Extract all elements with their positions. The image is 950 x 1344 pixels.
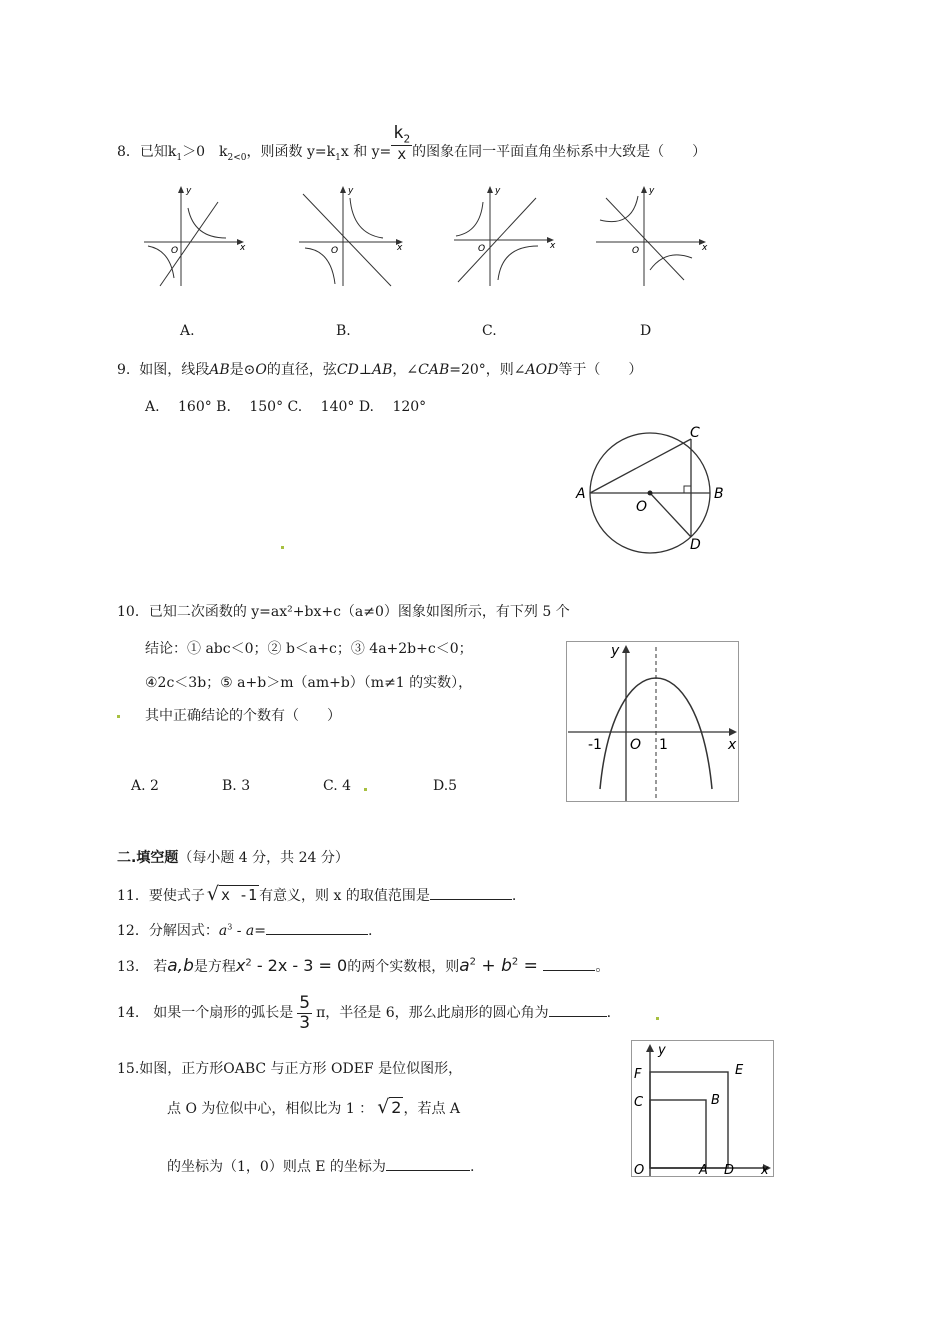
svg-text:y: y: [186, 186, 192, 196]
radical-sign: √: [206, 883, 219, 905]
q8-graph-a: [140, 180, 250, 290]
svg-text:y: y: [649, 186, 655, 196]
q15-line3: 的坐标为（1，0）则点 E 的坐标为 .: [167, 1156, 474, 1176]
q11-stem: 11．要使式子 √ x -1 有意义，则 x 的取值范围是 .: [117, 883, 517, 905]
q14-stem: 14. 如果一个扇形的弧长是 $\frac{5}{3}$ π，半径是 6，那么此扇形的圆心角为 .: [117, 993, 612, 1033]
svg-text:x: x: [728, 737, 737, 753]
q8-graph-d: [592, 180, 712, 290]
q10-option-b[interactable]: B. 3: [222, 778, 251, 794]
svg-text:D: D: [724, 1163, 735, 1178]
q8-option-d[interactable]: D: [640, 323, 652, 339]
radical-sign: √: [377, 1096, 390, 1118]
q10-parabola-figure: [566, 641, 739, 802]
svg-text:x: x: [397, 243, 403, 253]
q10-line1: 10．已知二次函数的 y=ax²+bx+c（a≠0）图象如图所示，有下列 5 个: [117, 604, 570, 620]
svg-text:O: O: [632, 246, 640, 256]
q10-line2: 结论：① abc＜0；② b＜a+c；③ 4a+2b+c＜0；: [145, 641, 473, 657]
svg-text:A: A: [576, 486, 586, 502]
q10-option-d[interactable]: D.5: [433, 778, 458, 794]
svg-text:C: C: [634, 1095, 644, 1110]
svg-text:B: B: [711, 1093, 720, 1108]
svg-text:y: y: [611, 643, 620, 659]
q15-line1: 15.如图，正方形OABC 与正方形 ODEF 是位似图形，: [117, 1061, 463, 1077]
svg-text:O: O: [634, 1163, 645, 1178]
svg-text:B: B: [714, 486, 724, 502]
svg-text:x: x: [240, 243, 246, 253]
q15-answer-blank[interactable]: [386, 1156, 470, 1171]
q10-line4: 其中正确结论的个数有（ ）: [145, 708, 341, 724]
q8-option-c[interactable]: C.: [482, 323, 497, 339]
q12-stem: 12．分解因式：$a^3 - a=$ .: [117, 920, 372, 940]
svg-text:O: O: [478, 244, 486, 254]
q8-stem: 8．已知$k_1>0$ $k_{2<0}$，则函数 $y=k_1x$ 和 y= $\frac{k_2}{x}$ 的图象在同一平面直角坐标系中大致是（ ）: [117, 122, 707, 163]
q8-graph-b: [295, 180, 410, 290]
svg-text:y: y: [348, 186, 354, 196]
q13-answer-blank[interactable]: [543, 956, 595, 971]
section2-heading: 二.填空题（每小题 4 分，共 24 分）: [117, 850, 349, 866]
stray-dot: [281, 546, 284, 549]
q9-stem: 9. 如图，线段AB是⊙O的直径，弦CD⊥AB，∠CAB=20°，则∠AOD等于（ ）: [117, 362, 643, 378]
stray-dot: [656, 1017, 659, 1020]
q14-fraction: $\frac{5}{3}$: [299, 993, 311, 1033]
q14-answer-blank[interactable]: [549, 1002, 607, 1017]
stray-dot: [364, 788, 367, 791]
svg-text:1: 1: [659, 737, 668, 753]
svg-text:O: O: [331, 246, 339, 256]
svg-text:F: F: [634, 1067, 642, 1082]
svg-text:E: E: [735, 1063, 744, 1078]
svg-text:y: y: [495, 186, 501, 196]
svg-text:O: O: [630, 737, 642, 753]
q15-squares-figure: [631, 1040, 775, 1178]
q8-graph-c: [450, 180, 560, 290]
q8-option-a[interactable]: A.: [180, 323, 195, 339]
svg-text:A: A: [699, 1163, 708, 1178]
q11-answer-blank[interactable]: [430, 885, 512, 900]
svg-text:x: x: [702, 243, 708, 253]
svg-text:y: y: [658, 1043, 666, 1058]
svg-text:x: x: [550, 241, 556, 251]
svg-text:x: x: [761, 1163, 769, 1178]
q9-circle-figure: [570, 425, 740, 560]
svg-text:O: O: [171, 246, 179, 256]
svg-text:-1: -1: [588, 737, 602, 753]
stray-dot: [117, 715, 120, 718]
q9-options[interactable]: A. 160° B. 150° C. 140° D. 120°: [145, 399, 427, 415]
q10-line3: ④2c＜3b；⑤ a+b＞m（am+b）（m≠1 的实数），: [145, 675, 473, 691]
q12-answer-blank[interactable]: [266, 920, 368, 935]
q13-stem: 13. 若a,b是方程$x^2 - 2x - 3 = 0$的两个实数根，则$a^2 + b^2$ = 。: [117, 956, 610, 976]
q15-line2: 点 O 为位似中心，相似比为 1 ： √ 2 ，若点 A: [167, 1096, 461, 1118]
q10-option-c[interactable]: C. 4: [323, 778, 352, 794]
q8-fraction: $\frac{k_2}{x}$: [393, 122, 411, 163]
svg-text:D: D: [690, 537, 701, 553]
q8-option-b[interactable]: B.: [336, 323, 351, 339]
q10-option-a[interactable]: A. 2: [131, 778, 159, 794]
svg-text:O: O: [636, 499, 648, 515]
svg-text:C: C: [690, 425, 700, 441]
